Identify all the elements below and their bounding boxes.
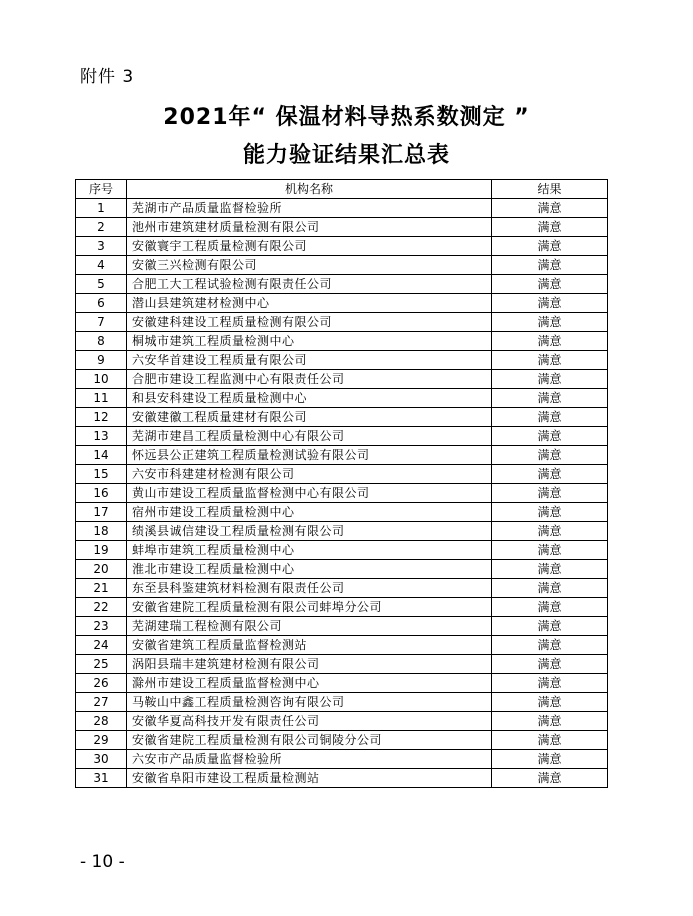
institution-name: 黄山市建设工程质量监督检测中心有限公司 <box>127 484 492 503</box>
institution-name: 池州市建筑建材质量检测有限公司 <box>127 218 492 237</box>
row-number: 26 <box>76 674 127 693</box>
result-value: 满意 <box>492 541 608 560</box>
result-value: 满意 <box>492 370 608 389</box>
result-value: 满意 <box>492 655 608 674</box>
institution-name: 马鞍山中鑫工程质量检测咨询有限公司 <box>127 693 492 712</box>
institution-name: 安徽三兴检测有限公司 <box>127 256 492 275</box>
row-number: 23 <box>76 617 127 636</box>
table-row <box>76 769 608 788</box>
institution-name: 怀远县公正建筑工程质量检测试验有限公司 <box>127 446 492 465</box>
institution-name: 安徽寰宇工程质量检测有限公司 <box>127 237 492 256</box>
table-row <box>76 294 608 313</box>
institution-name: 芜湖市建昌工程质量检测中心有限公司 <box>127 427 492 446</box>
table-row <box>76 256 608 275</box>
table-row <box>76 598 608 617</box>
institution-name: 安徽省阜阳市建设工程质量检测站 <box>127 769 492 788</box>
row-number: 28 <box>76 712 127 731</box>
institution-name: 芜湖市产品质量监督检验所 <box>127 199 492 218</box>
row-number: 6 <box>76 294 127 313</box>
institution-name: 宿州市建设工程质量检测中心 <box>127 503 492 522</box>
institution-name: 芜湖建瑞工程检测有限公司 <box>127 617 492 636</box>
institution-name: 安徽建科建设工程质量检测有限公司 <box>127 313 492 332</box>
column-header-number: 序号 <box>76 180 127 199</box>
institution-name: 涡阳县瑞丰建筑建材检测有限公司 <box>127 655 492 674</box>
result-value: 满意 <box>492 693 608 712</box>
row-number: 8 <box>76 332 127 351</box>
table-row <box>76 389 608 408</box>
result-value: 满意 <box>492 674 608 693</box>
institution-name: 蚌埠市建筑工程质量检测中心 <box>127 541 492 560</box>
table-row <box>76 693 608 712</box>
row-number: 4 <box>76 256 127 275</box>
table-row <box>76 275 608 294</box>
institution-name: 潜山县建筑建材检测中心 <box>127 294 492 313</box>
table-row <box>76 484 608 503</box>
result-value: 满意 <box>492 408 608 427</box>
table-header-row <box>76 180 608 199</box>
result-value: 满意 <box>492 579 608 598</box>
row-number: 12 <box>76 408 127 427</box>
table-row <box>76 560 608 579</box>
result-value: 满意 <box>492 237 608 256</box>
table-row <box>76 674 608 693</box>
table-row <box>76 465 608 484</box>
institution-name: 安徽省建院工程质量检测有限公司铜陵分公司 <box>127 731 492 750</box>
result-value: 满意 <box>492 446 608 465</box>
result-value: 满意 <box>492 560 608 579</box>
table-row <box>76 503 608 522</box>
table-row <box>76 351 608 370</box>
result-value: 满意 <box>492 313 608 332</box>
result-value: 满意 <box>492 465 608 484</box>
institution-name: 合肥市建设工程监测中心有限责任公司 <box>127 370 492 389</box>
row-number: 21 <box>76 579 127 598</box>
institution-name: 淮北市建设工程质量检测中心 <box>127 560 492 579</box>
result-value: 满意 <box>492 389 608 408</box>
institution-name: 六安市科建建材检测有限公司 <box>127 465 492 484</box>
result-value: 满意 <box>492 598 608 617</box>
table-row <box>76 712 608 731</box>
institution-name: 绩溪县诚信建设工程质量检测有限公司 <box>127 522 492 541</box>
row-number: 15 <box>76 465 127 484</box>
row-number: 13 <box>76 427 127 446</box>
result-value: 满意 <box>492 275 608 294</box>
attachment-label: 附件 3 <box>80 67 135 87</box>
row-number: 29 <box>76 731 127 750</box>
row-number: 31 <box>76 769 127 788</box>
row-number: 16 <box>76 484 127 503</box>
result-value: 满意 <box>492 522 608 541</box>
table-row <box>76 237 608 256</box>
result-value: 满意 <box>492 351 608 370</box>
row-number: 11 <box>76 389 127 408</box>
row-number: 24 <box>76 636 127 655</box>
table-row <box>76 199 608 218</box>
result-value: 满意 <box>492 484 608 503</box>
institution-name: 六安华首建设工程质量有限公司 <box>127 351 492 370</box>
table-row <box>76 313 608 332</box>
result-value: 满意 <box>492 427 608 446</box>
document-title-line2: 能力验证结果汇总表 <box>242 143 450 168</box>
table-body <box>76 199 608 788</box>
result-value: 满意 <box>492 294 608 313</box>
column-header-result: 结果 <box>492 180 608 199</box>
row-number: 3 <box>76 237 127 256</box>
document-title-line1: 2021年“ 保温材料导热系数测定 ” <box>163 105 530 130</box>
column-header-institution: 机构名称 <box>127 180 492 199</box>
institution-name: 滁州市建设工程质量监督检测中心 <box>127 674 492 693</box>
row-number: 1 <box>76 199 127 218</box>
table-row <box>76 332 608 351</box>
result-value: 满意 <box>492 218 608 237</box>
institution-name: 安徽建徽工程质量建材有限公司 <box>127 408 492 427</box>
table-row <box>76 731 608 750</box>
institution-name: 和县安科建设工程质量检测中心 <box>127 389 492 408</box>
row-number: 30 <box>76 750 127 769</box>
institution-name: 安徽省建院工程质量检测有限公司蚌埠分公司 <box>127 598 492 617</box>
table-row <box>76 370 608 389</box>
row-number: 7 <box>76 313 127 332</box>
row-number: 18 <box>76 522 127 541</box>
row-number: 19 <box>76 541 127 560</box>
table-row <box>76 617 608 636</box>
row-number: 27 <box>76 693 127 712</box>
institution-name: 桐城市建筑工程质量检测中心 <box>127 332 492 351</box>
institution-name: 安徽华夏高科技开发有限责任公司 <box>127 712 492 731</box>
results-table <box>75 179 608 788</box>
result-value: 满意 <box>492 256 608 275</box>
table-row <box>76 636 608 655</box>
institution-name: 六安市产品质量监督检验所 <box>127 750 492 769</box>
result-value: 满意 <box>492 503 608 522</box>
row-number: 9 <box>76 351 127 370</box>
table-row <box>76 579 608 598</box>
row-number: 5 <box>76 275 127 294</box>
result-value: 满意 <box>492 769 608 788</box>
row-number: 25 <box>76 655 127 674</box>
institution-name: 安徽省建筑工程质量监督检测站 <box>127 636 492 655</box>
result-value: 满意 <box>492 617 608 636</box>
result-value: 满意 <box>492 332 608 351</box>
table-row <box>76 446 608 465</box>
result-value: 满意 <box>492 199 608 218</box>
table-row <box>76 427 608 446</box>
table-row <box>76 750 608 769</box>
row-number: 2 <box>76 218 127 237</box>
result-value: 满意 <box>492 712 608 731</box>
row-number: 22 <box>76 598 127 617</box>
row-number: 17 <box>76 503 127 522</box>
institution-name: 合肥工大工程试验检测有限责任公司 <box>127 275 492 294</box>
page-number: - 10 - <box>80 852 125 872</box>
table-row <box>76 541 608 560</box>
row-number: 14 <box>76 446 127 465</box>
result-value: 满意 <box>492 731 608 750</box>
row-number: 20 <box>76 560 127 579</box>
table-row <box>76 655 608 674</box>
table-row <box>76 522 608 541</box>
table-row <box>76 408 608 427</box>
result-value: 满意 <box>492 636 608 655</box>
table-row <box>76 218 608 237</box>
row-number: 10 <box>76 370 127 389</box>
institution-name: 东至县科鉴建筑材料检测有限责任公司 <box>127 579 492 598</box>
result-value: 满意 <box>492 750 608 769</box>
